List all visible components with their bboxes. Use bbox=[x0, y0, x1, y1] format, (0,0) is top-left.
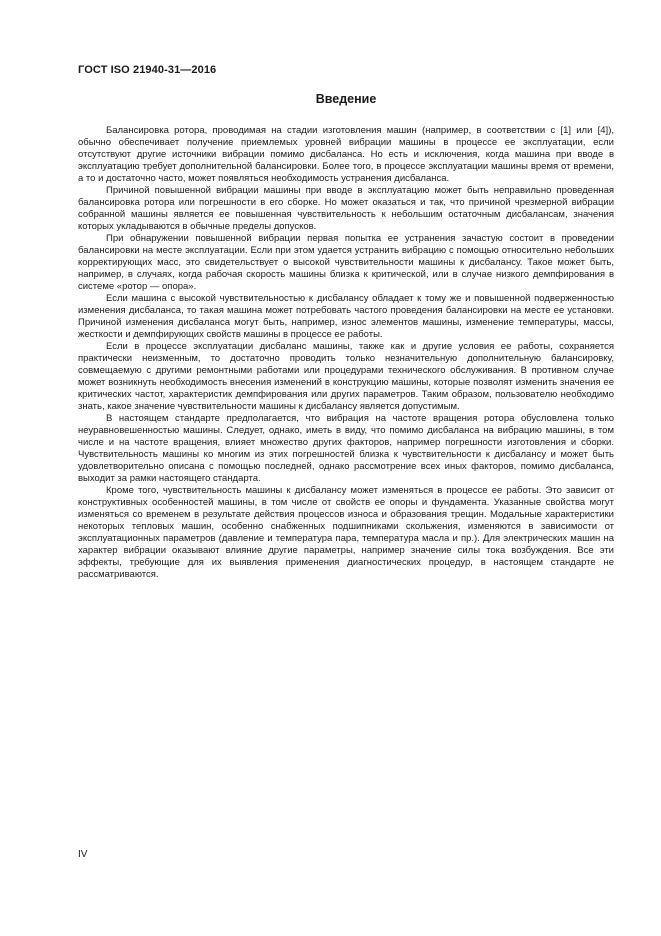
standard-header: ГОСТ ISO 21940-31—2016 bbox=[78, 64, 217, 76]
paragraph: При обнаружении повышенной вибрации первая попытка ее устранения зачастую состоит в проведении балансировки на месте эксплуатации. Если при этом удается устранить вибрацию с помощью относительно небольших корректирующих масс, это свидетельствует о высокой чувствительности машины к дисбалансу. Такое может быть, например, в случаях, когда рабочая скорость машины близка к критической, или в случае низкого демпфирования в системе «ротор — опора». bbox=[78, 233, 614, 292]
paragraph: Если в процессе эксплуатации дисбаланс машины, также как и другие условия ее работы, сохраняется практически неизменным, то достаточно проводить только незначительную дополнительную балансировку, совмещаемую с другими ремонтными работами или процедурами технического обслуживания. В противном случае может возникнуть необходимость внесения изменений в конструкцию машины, которые позволят изменить значения ее критических частот, характеристик демпфирования или других параметров. Таким образом, пользователю необходимо знать, какое значение чувствительности машины к дисбалансу является допустимым. bbox=[78, 341, 614, 412]
paragraph: Балансировка ротора, проводимая на стадии изготовления машин (например, в соответствии с [1] или [4]), обычно обеспечивает получение приемлемых уровней вибрации машины в процессе ее эксплуатации, если отсутствуют другие источники вибрации помимо дисбаланса. Но есть и исключения, когда машина при вводе в эксплуатацию требует дополнительной балансировки. Более того, в процессе эксплуатации машины время от времени, а то и достаточно часто, может появляться необходимость устранения дисбаланса. bbox=[78, 125, 614, 184]
paragraph: Кроме того, чувствительность машины к дисбалансу может изменяться в процессе ее работы. Это зависит от конструктивных особенностей машины, в том числе от свойств ее опоры и фундамента. Указанные свойства могут изменяться со временем в результате действия процессов износа и образования трещин. Модальные характеристики некоторых тепловых машин, особенно снабженных подшипниками скольжения, изменяются в зависимости от эксплуатационных параметров (давление и температура пара, температура масла и пр.). Для электрических машин на характер вибрации оказывают влияние другие параметры, например значение силы тока возбуждения. Все эти эффекты, требующие для их выявления применения диагностических процедур, в настоящем стандарте не рассматриваются. bbox=[78, 485, 614, 580]
page-number: IV bbox=[78, 849, 88, 860]
paragraph: Если машина с высокой чувствительностью к дисбалансу обладает к тому же и повышенной подверженностью изменения дисбаланса, то такая машина может потребовать частого проведения балансировки на месте ее установки. Причиной изменения дисбаланса могут быть, например, износ элементов машины, изменение температуры, массы, жесткости и демпфирующих свойств машины в процессе ее работы. bbox=[78, 293, 614, 340]
paragraph: В настоящем стандарте предполагается, что вибрация на частоте вращения ротора обусловлена только неуравновешенностью машины. Следует, однако, иметь в виду, что помимо дисбаланса на вибрацию машины, в том числе и на частоте вращения, влияет множество других факторов, например погрешности изготовления и сборки. Чувствительность машины ко многим из этих погрешностей близка к чувствительности к дисбалансу и может быть удовлетворительно описана с помощью последней, однако рассмотрение всех иных факторов, помимо дисбаланса, выходит за рамки настоящего стандарта. bbox=[78, 413, 614, 484]
paragraph: Причиной повышенной вибрации машины при вводе в эксплуатацию может быть неправильно проведенная балансировка ротора или погрешности в его сборке. Но может оказаться и так, что причиной чрезмерной вибрации собранной машины является ее повышенная чувствительность к небольшим остаточным дисбалансам, значения которых укладываются в обычные пределы допусков. bbox=[78, 185, 614, 232]
section-title: Введение bbox=[315, 92, 377, 106]
body-text bbox=[78, 125, 614, 581]
